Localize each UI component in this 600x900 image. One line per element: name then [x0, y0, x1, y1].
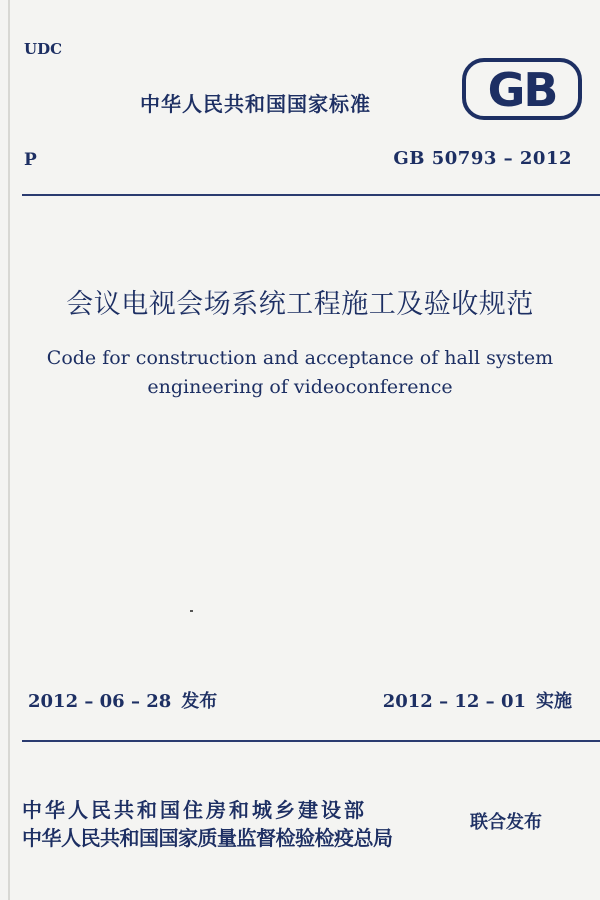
- title-chinese: 会议电视会场系统工程施工及验收规范: [66, 289, 534, 320]
- svg-text:GB: GB: [487, 63, 557, 117]
- publisher-aqsiq: 中华人民共和国国家质量监督检验检疫总局: [22, 826, 393, 850]
- classification-code: P: [24, 150, 37, 170]
- publisher-ministry: 中华人民共和国住房和城乡建设部: [22, 798, 367, 822]
- udc-label: UDC: [24, 40, 63, 58]
- paper-speck: [190, 610, 193, 612]
- standard-type: 中华人民共和国国家标准: [140, 92, 371, 116]
- top-divider: [22, 194, 600, 196]
- implement-date: [383, 687, 572, 713]
- spine-line: [8, 0, 10, 900]
- implement-date-value: 2012 – 12 – 01: [382, 691, 526, 712]
- implement-date-label: 实施: [536, 691, 572, 712]
- issue-date: [28, 687, 217, 713]
- gb-logo-icon: [462, 58, 582, 120]
- bottom-divider: [22, 740, 600, 742]
- issue-date-label: 发布: [181, 691, 218, 712]
- title-english-line1: Code for construction and acceptance of hall system: [46, 347, 554, 369]
- standard-number: GB 50793 – 2012: [393, 148, 572, 169]
- title-english: [0, 344, 600, 402]
- title-english-line2: engineering of videoconference: [147, 376, 453, 398]
- issue-date-value: 2012 – 06 – 28: [28, 691, 172, 712]
- joint-publish-label: 联合发布: [470, 812, 542, 833]
- gb-logo: [462, 58, 582, 124]
